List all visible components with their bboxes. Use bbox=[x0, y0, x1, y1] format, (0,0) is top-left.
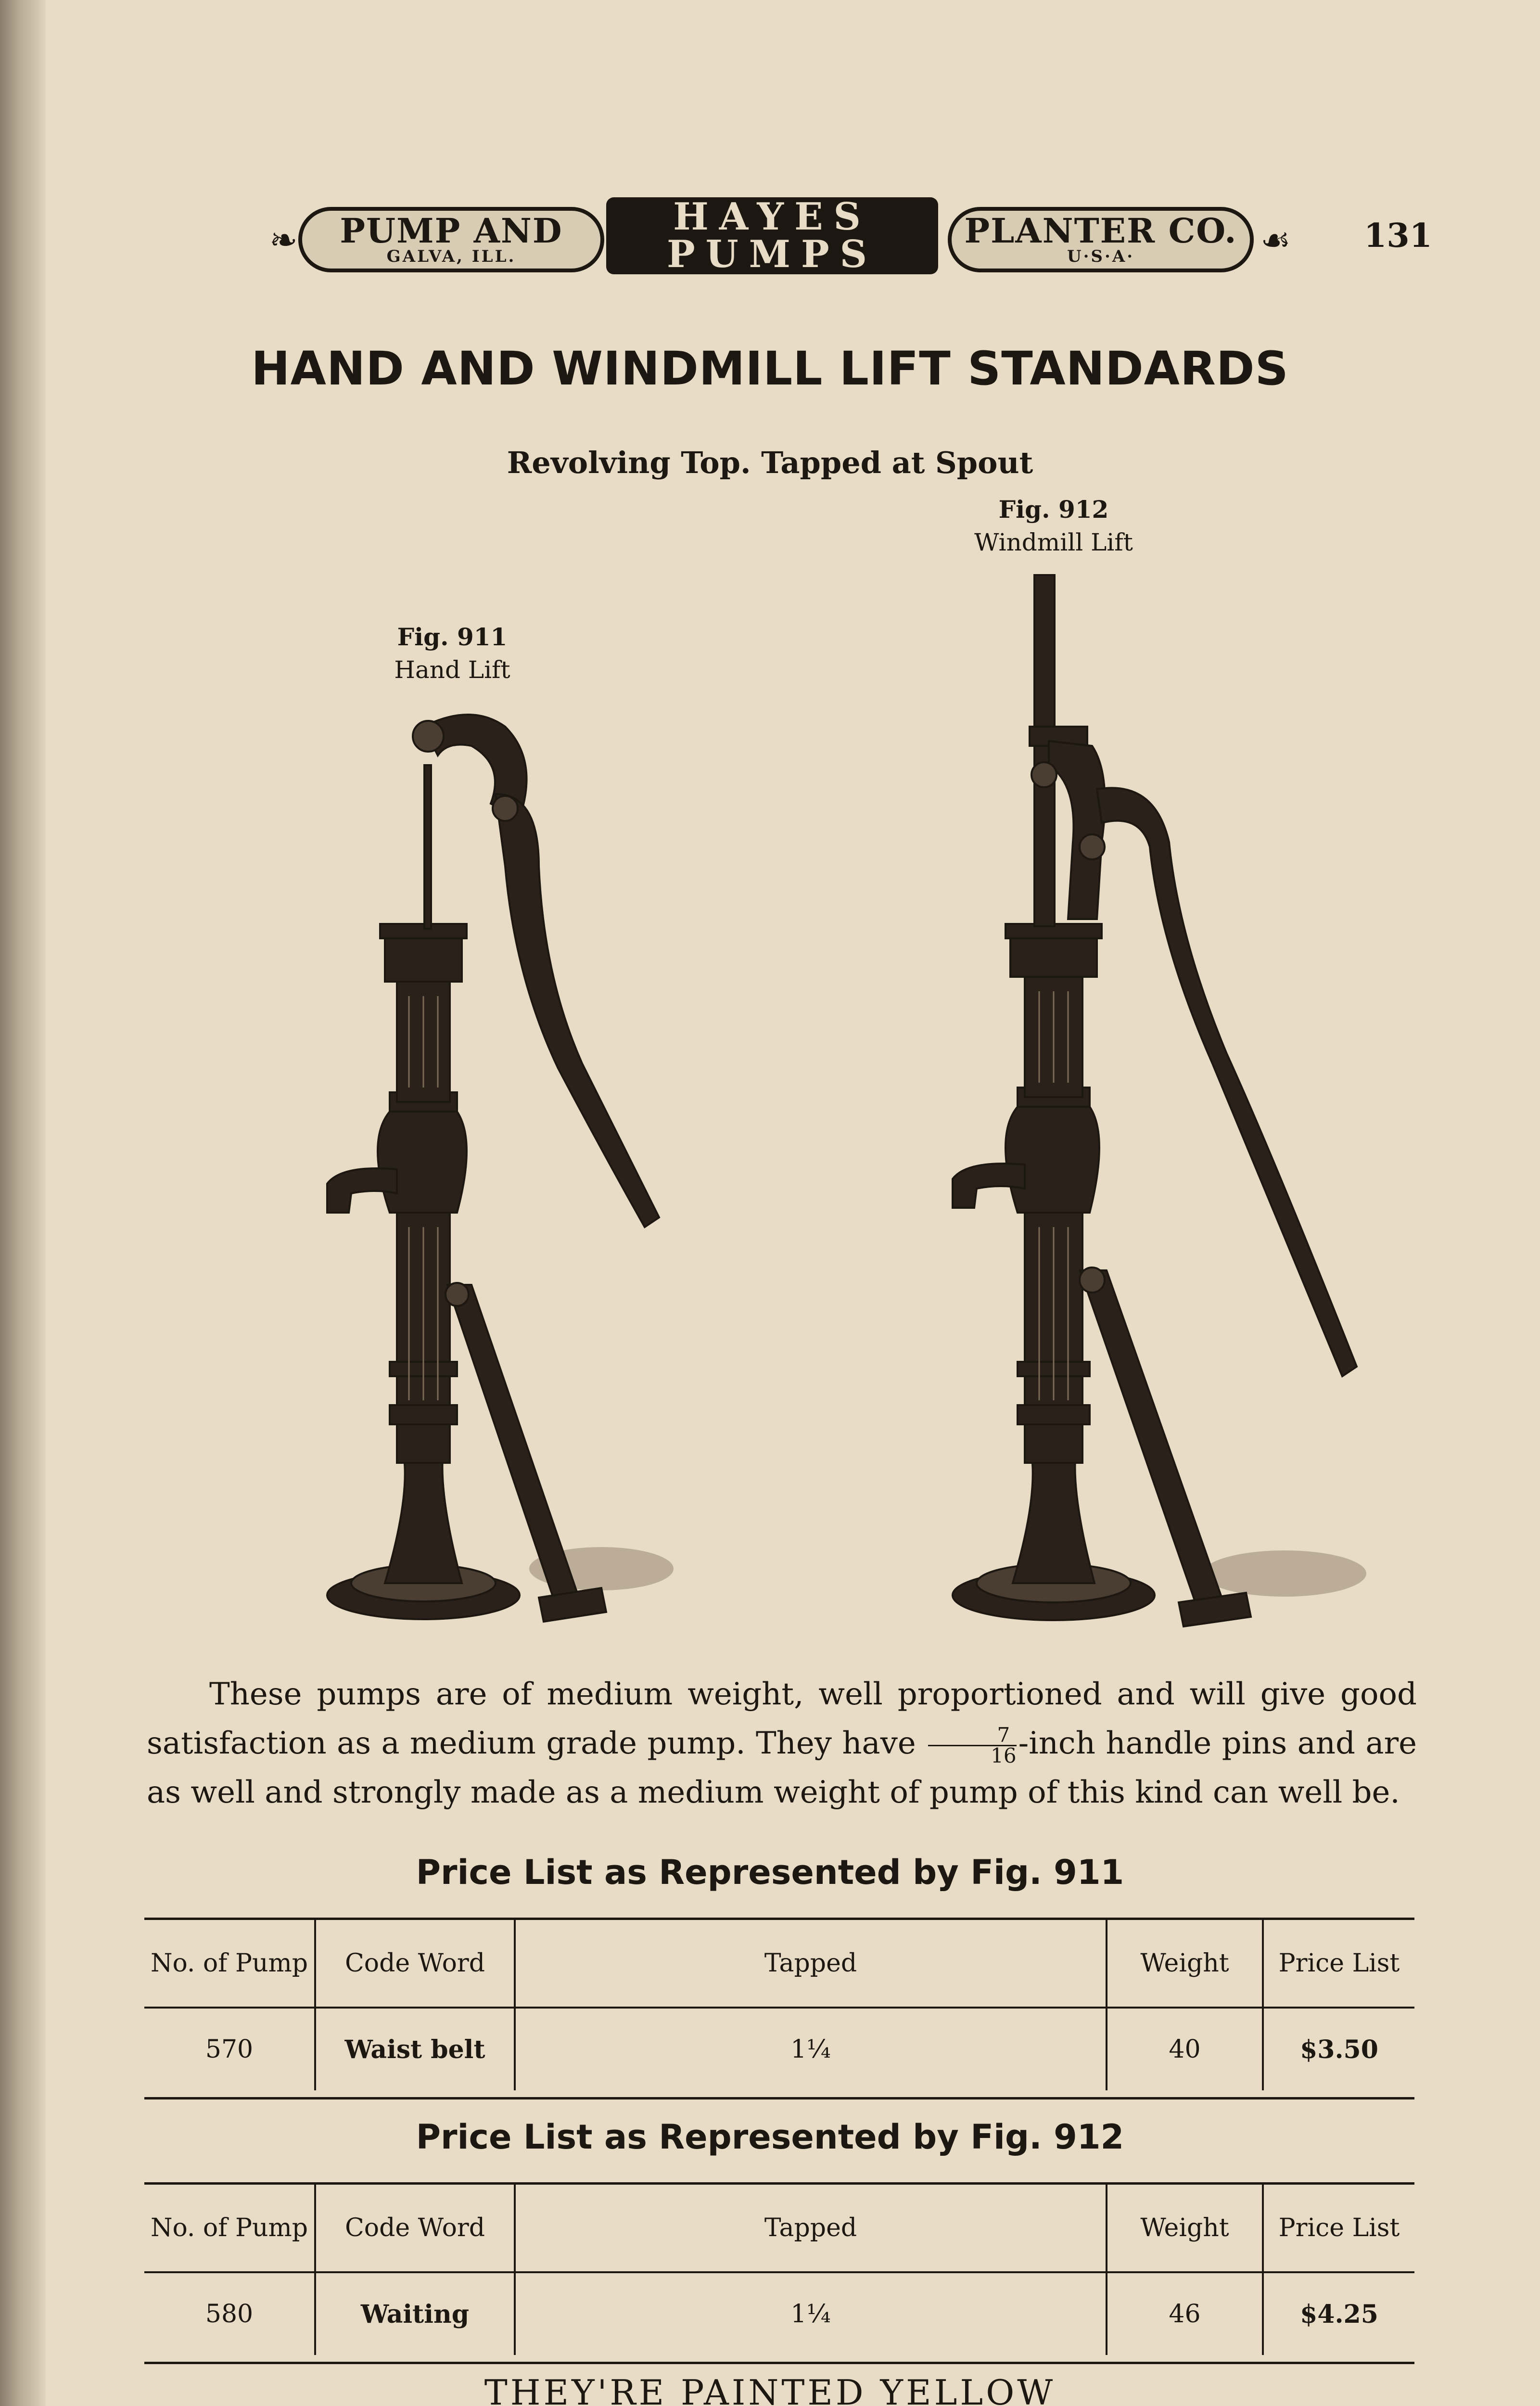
price-list-912-table bbox=[144, 2185, 1414, 2355]
header-price-list: Price List bbox=[1263, 2185, 1414, 2272]
fraction-denominator: 16 bbox=[991, 1744, 1017, 1767]
fraction-numerator: 7 bbox=[928, 1726, 1016, 1746]
fig-911-number: Fig. 911 bbox=[397, 623, 508, 651]
header-code-word: Code Word bbox=[315, 2185, 515, 2272]
header-hayes: HAYES bbox=[673, 195, 871, 239]
price-list-911-title: Price List as Represented by Fig. 911 bbox=[416, 1853, 1124, 1892]
page-number: 131 bbox=[1364, 217, 1432, 255]
footer-slogan: THEY'RE PAINTED YELLOW bbox=[484, 2372, 1056, 2406]
fig-912-number: Fig. 912 bbox=[998, 495, 1109, 524]
cell-tapped: 1¼ bbox=[515, 2272, 1107, 2355]
header-no-of-pump: No. of Pump bbox=[144, 2185, 315, 2272]
fig-912-caption bbox=[933, 493, 1174, 559]
price-list-912-title: Price List as Represented by Fig. 912 bbox=[416, 2117, 1124, 2157]
header-code-word: Code Word bbox=[315, 1920, 515, 2008]
description-text-2: -inch handle pins and are as well and strongly made as a medium weight of pump of this kind can well be. bbox=[147, 1726, 1417, 1810]
header-weight: Weight bbox=[1107, 1920, 1263, 2008]
left-ornament-icon: ❧ bbox=[269, 220, 298, 260]
cell-pump-number: 580 bbox=[205, 2300, 254, 2329]
header-pump-and: PUMP AND bbox=[340, 211, 563, 251]
handle-pin-fraction bbox=[928, 1723, 1017, 1767]
cell-code-word: Waist belt bbox=[315, 2008, 515, 2090]
hand-lift-pump-illustration bbox=[313, 707, 688, 1641]
header-tapped: Tapped bbox=[515, 2185, 1107, 2272]
table-912-bottom-rule bbox=[144, 2362, 1414, 2364]
fig-911-caption bbox=[337, 621, 568, 686]
table-row bbox=[144, 2008, 1414, 2090]
price-list-911-table bbox=[144, 1920, 1414, 2090]
cell-code-word: Waiting bbox=[315, 2272, 515, 2355]
header-tapped: Tapped bbox=[515, 1920, 1107, 2008]
header-weight: Weight bbox=[1107, 2185, 1263, 2272]
header-no-of-pump: No. of Pump bbox=[144, 1920, 315, 2008]
table-header-row bbox=[144, 1920, 1414, 2008]
header-planter-co: PLANTER CO. bbox=[964, 211, 1237, 251]
header-price-list: Price List bbox=[1263, 1920, 1414, 2008]
table-header-row bbox=[144, 2185, 1414, 2272]
table-row bbox=[144, 2272, 1414, 2355]
cell-price: $4.25 bbox=[1263, 2272, 1414, 2355]
fig-912-label: Windmill Lift bbox=[974, 528, 1133, 556]
page-title: HAND AND WINDMILL LIFT STANDARDS bbox=[251, 342, 1289, 396]
page-subtitle: Revolving Top. Tapped at Spout bbox=[507, 445, 1033, 480]
header-right-label bbox=[948, 207, 1254, 272]
header-left-label bbox=[298, 207, 604, 272]
cell-price: $3.50 bbox=[1263, 2008, 1414, 2090]
description-text-1: These pumps are of medium weight, well proportioned and will give good satisfaction as a medium grade pump. They have bbox=[147, 1677, 1417, 1761]
cell-weight: 46 bbox=[1107, 2272, 1263, 2355]
right-ornament-icon: ☙ bbox=[1260, 220, 1291, 260]
cell-tapped: 1¼ bbox=[515, 2008, 1107, 2090]
header-usa: U·S·A· bbox=[1067, 247, 1135, 266]
header-galva: GALVA, ILL. bbox=[386, 247, 516, 266]
fig-911-label: Hand Lift bbox=[394, 656, 510, 684]
table-911-bottom-rule bbox=[144, 2097, 1414, 2099]
description-paragraph bbox=[147, 1670, 1417, 1817]
cell-weight: 40 bbox=[1107, 2008, 1263, 2090]
header-banner bbox=[269, 197, 1299, 279]
cell-pump-number: 570 bbox=[205, 2035, 254, 2064]
header-pumps: PUMPS bbox=[667, 232, 878, 276]
header-logo-block bbox=[606, 197, 938, 274]
windmill-lift-pump-illustration bbox=[938, 573, 1371, 1636]
